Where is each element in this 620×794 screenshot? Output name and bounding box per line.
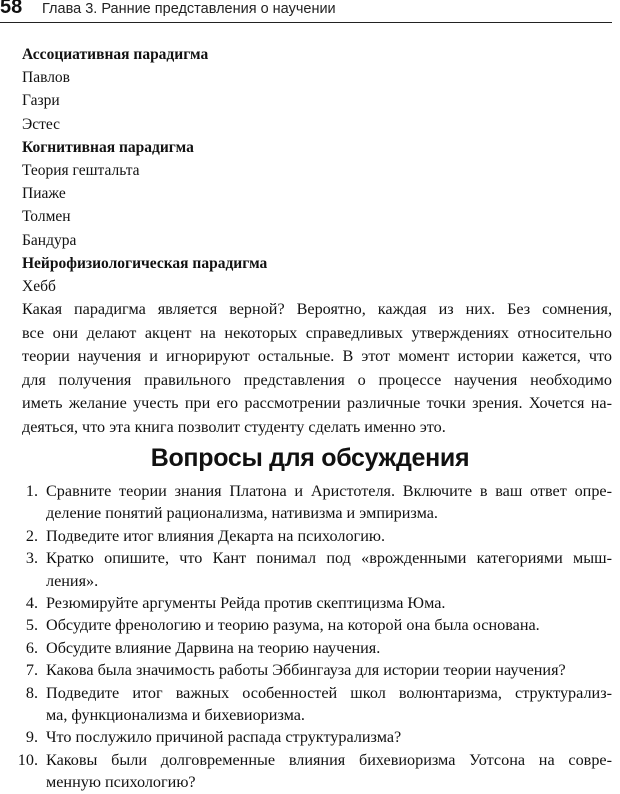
question-number: 4. (25, 594, 38, 613)
body-paragraph (22, 298, 612, 439)
question-item (0, 480, 612, 525)
question-line: Каковы были долговременные влияния бихевиоризма Уотсона на совре- (46, 750, 612, 769)
paragraph-line: деяться, что эта книга позволит студенту сделать именно это. (22, 417, 446, 436)
question-item (0, 726, 612, 748)
question-item (0, 614, 612, 636)
paragraph-line: все они делают акцент на некоторых справедливых утверждениях относительно (22, 323, 612, 342)
paragraph-line: теории научения и игнорируют остальные. В этот момент истории кажется, что (22, 347, 612, 365)
question-number: 3. (25, 549, 38, 568)
question-number: 6. (25, 638, 38, 657)
question-line: Подведите итог важных особенностей школ волюнтаризма, структурализ- (46, 683, 612, 702)
paradigm-item: Бандура (22, 231, 77, 249)
paradigm-item: Газри (22, 92, 60, 110)
page-number: 58 (0, 0, 23, 18)
question-line: Кратко опишите, что Кант понимал под «врожденными категориями мыш- (46, 549, 612, 568)
paradigm-item: Эстес (22, 115, 61, 133)
paradigm-item: Павлов (22, 69, 70, 87)
question-number: 10. (17, 750, 38, 769)
section-heading: Вопросы для обсуждения (150, 444, 470, 472)
paradigm-heading: Нейрофизиологическая парадигма (22, 254, 268, 272)
paradigm-item: Хебб (22, 277, 56, 295)
question-line: Резюмируйте аргументы Рейда против скептицизма Юма. (46, 594, 446, 613)
question-number: 1. (25, 482, 38, 500)
paragraph-line: для получения правильного представления о процессе научения необходимо (22, 370, 612, 389)
question-line: Подведите итог влияния Декарта на психологию. (46, 526, 386, 545)
question-line: менную психологию? (46, 773, 196, 792)
question-item (0, 637, 612, 659)
running-header (0, 0, 612, 23)
question-number: 2. (25, 526, 38, 545)
paradigm-item: Теория гештальта (22, 161, 140, 179)
question-line: Обсудите френологию и теорию разума, на которой она была основана. (46, 616, 540, 635)
question-item (0, 547, 612, 592)
question-item (0, 682, 612, 727)
chapter-title: Глава 3. Ранние представления о научении (42, 1, 336, 17)
question-item (0, 659, 612, 681)
question-item (0, 525, 612, 547)
question-line: деление понятий рационализма, нативизма и эмпиризма. (46, 504, 438, 523)
question-number: 9. (25, 728, 38, 747)
paradigm-heading: Когнитивная парадигма (22, 138, 194, 156)
paradigm-heading: Ассоциативная парадигма (22, 46, 209, 63)
question-number: 7. (25, 661, 38, 680)
question-line: Какова была значимость работы Эббингауза для истории теории научения? (46, 661, 566, 680)
paragraph-line: Какая парадигма является верной? Вероятно, каждая из них. Без сомнения, (22, 300, 612, 318)
question-line: Сравните теории знания Платона и Аристотеля. Включите в ваш ответ опре- (46, 482, 612, 500)
paragraph-line: иметь желание учесть при его рассмотрении различные точки зрения. Хочется на- (22, 394, 612, 412)
question-line: Что послужило причиной распада структурализма? (46, 728, 402, 747)
paradigm-list (22, 43, 267, 298)
paradigm-item: Толмен (22, 208, 71, 226)
question-number: 5. (25, 616, 38, 635)
question-number: 8. (25, 683, 38, 702)
question-line: ления». (46, 571, 99, 590)
question-line: Обсудите влияние Дарвина на теорию научения. (46, 638, 381, 657)
paradigm-item: Пиаже (22, 185, 66, 203)
questions-list (0, 480, 620, 794)
question-line: ма, функционализма и бихевиоризма. (46, 706, 305, 725)
question-item (0, 592, 612, 614)
